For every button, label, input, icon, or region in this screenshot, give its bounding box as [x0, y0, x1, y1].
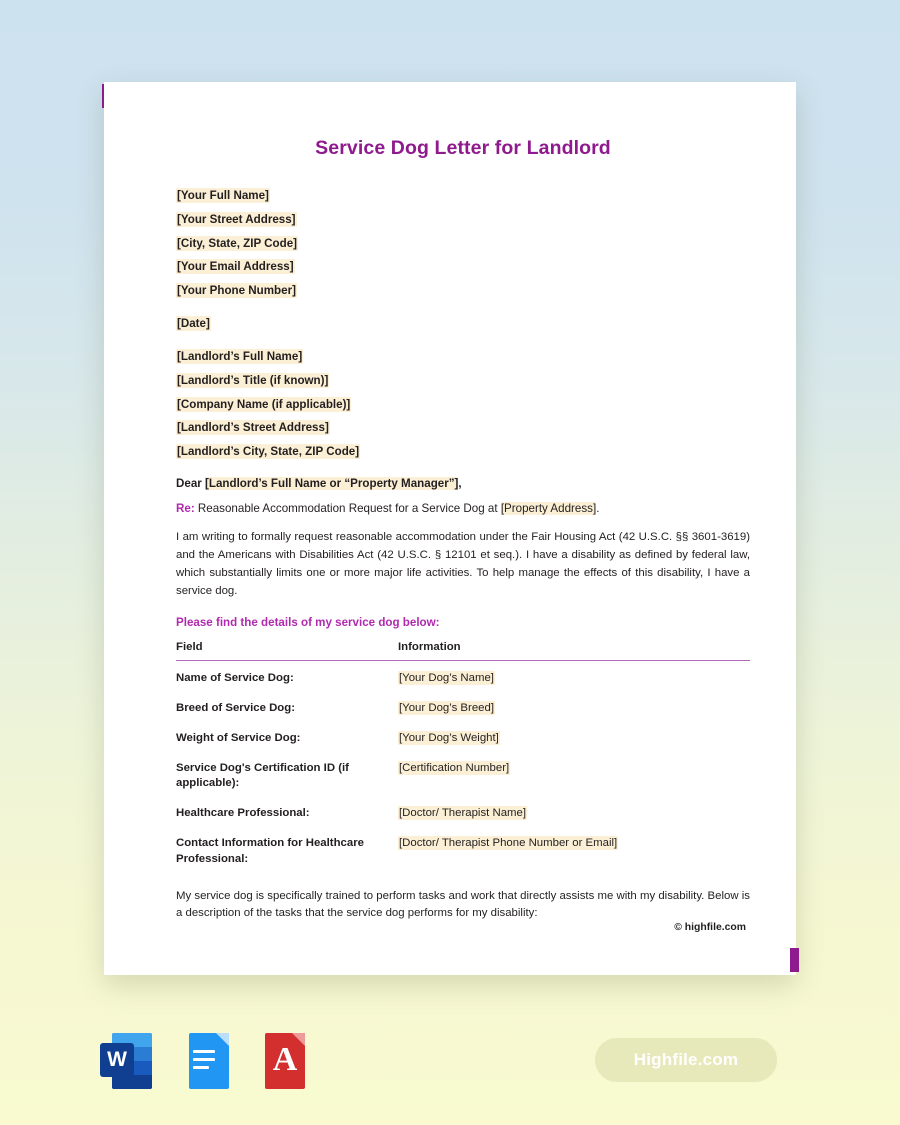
page-accent-bottom-right [790, 948, 799, 972]
row-info-value [398, 753, 750, 798]
opening-paragraph: I am writing to formally request reasonable accommodation under the Fair Housing Act (42 U.S.C. §§ 3601-3619) and the Americans with Disabilities Act (42 U.S.C. § 12101 et seq.). I have a disability as defined by federal law, which substantially limits one or more major life activities. To help manage the effects of this disability, I have a service dog. [176, 531, 750, 598]
google-docs-icon-line [193, 1058, 215, 1061]
google-docs-icon[interactable] [184, 1030, 234, 1092]
table-row [176, 723, 750, 753]
salutation-prefix: Dear [176, 477, 206, 491]
healthcare-professional-placeholder: [Doctor/ Therapist Name] [399, 807, 527, 820]
certification-number-placeholder: [Certification Number] [399, 762, 510, 775]
salutation-suffix: , [458, 477, 462, 491]
sender-full-name: [Your Full Name] [177, 189, 269, 202]
sender-email: [Your Email Address] [177, 260, 294, 274]
subject-line [176, 502, 750, 515]
sender-line [176, 236, 750, 252]
date-placeholder: [Date] [177, 317, 210, 331]
document-footer-copyright: © highfile.com [674, 922, 746, 933]
table-body [176, 661, 750, 874]
sender-phone: [Your Phone Number] [177, 284, 296, 298]
word-icon-badge: W [100, 1043, 134, 1077]
salutation-line [176, 477, 750, 490]
recipient-line [176, 373, 750, 389]
table-header [176, 641, 750, 661]
recipient-line [176, 397, 750, 413]
google-docs-icon-fold [216, 1033, 229, 1046]
highfile-brand-button[interactable] [595, 1038, 777, 1082]
pdf-icon-glyph: A [272, 1041, 298, 1078]
row-field-label: Service Dog's Certification ID (if applicable): [176, 762, 349, 790]
service-dog-details-table [176, 641, 750, 873]
highfile-brand-button-label: Highfile.com [633, 1050, 739, 1069]
row-info-value [398, 828, 750, 873]
subject-text: Reasonable Accommodation Request for a Service Dog at [194, 502, 501, 516]
table-row [176, 693, 750, 723]
sender-line [176, 212, 750, 228]
landlord-full-name: [Landlord’s Full Name] [177, 349, 303, 363]
document-content [176, 137, 750, 923]
download-format-icons [100, 1030, 310, 1092]
table-row [176, 753, 750, 798]
sender-city-state-zip: [City, State, ZIP Code] [177, 236, 298, 250]
google-docs-icon-line [193, 1066, 209, 1069]
subject-period: . [596, 502, 600, 516]
recipient-line [176, 420, 750, 436]
table-row [176, 798, 750, 828]
table-row [176, 661, 750, 694]
landlord-company: [Company Name (if applicable)] [177, 397, 351, 411]
landlord-city-state-zip: [Landlord’s City, State, ZIP Code] [177, 445, 360, 459]
salutation-placeholder: [Landlord’s Full Name or “Property Manager”] [205, 477, 459, 491]
row-field-label: Healthcare Professional: [176, 807, 310, 820]
closing-paragraph: My service dog is specifically trained to perform tasks and work that directly assists me with my disability. Below is a description of the tasks that the service dog performs for my disability: [176, 889, 750, 920]
sender-line [176, 259, 750, 275]
sender-street-address: [Your Street Address] [177, 212, 296, 226]
column-header-information: Information [398, 641, 750, 661]
recipient-address-block [176, 349, 750, 460]
healthcare-contact-placeholder: [Doctor/ Therapist Phone Number or Email] [399, 837, 618, 850]
landlord-street-address: [Landlord’s Street Address] [177, 421, 329, 435]
dog-name-placeholder: [Your Dog’s Name] [399, 672, 494, 685]
row-info-value [398, 661, 750, 694]
table-header-row [176, 641, 750, 661]
recipient-line [176, 349, 750, 365]
spacer [176, 468, 750, 477]
word-icon[interactable] [100, 1030, 158, 1092]
row-field-label: Breed of Service Dog: [176, 702, 296, 715]
row-field-label: Weight of Service Dog: [176, 732, 301, 745]
subject-label: Re: [176, 502, 195, 516]
pdf-icon[interactable] [260, 1030, 310, 1092]
row-info-value [398, 723, 750, 753]
dog-breed-placeholder: [Your Dog’s Breed] [399, 702, 494, 715]
row-info-value [398, 798, 750, 828]
spacer [176, 340, 750, 349]
recipient-line [176, 444, 750, 460]
property-address-placeholder: [Property Address] [500, 502, 597, 516]
column-header-field: Field [176, 641, 398, 661]
sender-line [176, 188, 750, 204]
table-row [176, 828, 750, 873]
document-page [104, 82, 796, 975]
row-field-label: Name of Service Dog: [176, 672, 294, 685]
sender-address-block [176, 188, 750, 299]
dog-weight-placeholder: [Your Dog’s Weight] [399, 732, 499, 745]
row-info-value [398, 693, 750, 723]
date-line [176, 316, 750, 332]
spacer [176, 307, 750, 316]
page-title: Service Dog Letter for Landlord [315, 137, 611, 159]
row-field-label: Contact Information for Healthcare Professional: [176, 837, 364, 865]
landlord-title: [Landlord’s Title (if known)] [177, 373, 329, 387]
details-section-heading: Please find the details of my service dog below: [176, 616, 440, 630]
sender-line [176, 283, 750, 299]
google-docs-icon-line [193, 1050, 215, 1053]
